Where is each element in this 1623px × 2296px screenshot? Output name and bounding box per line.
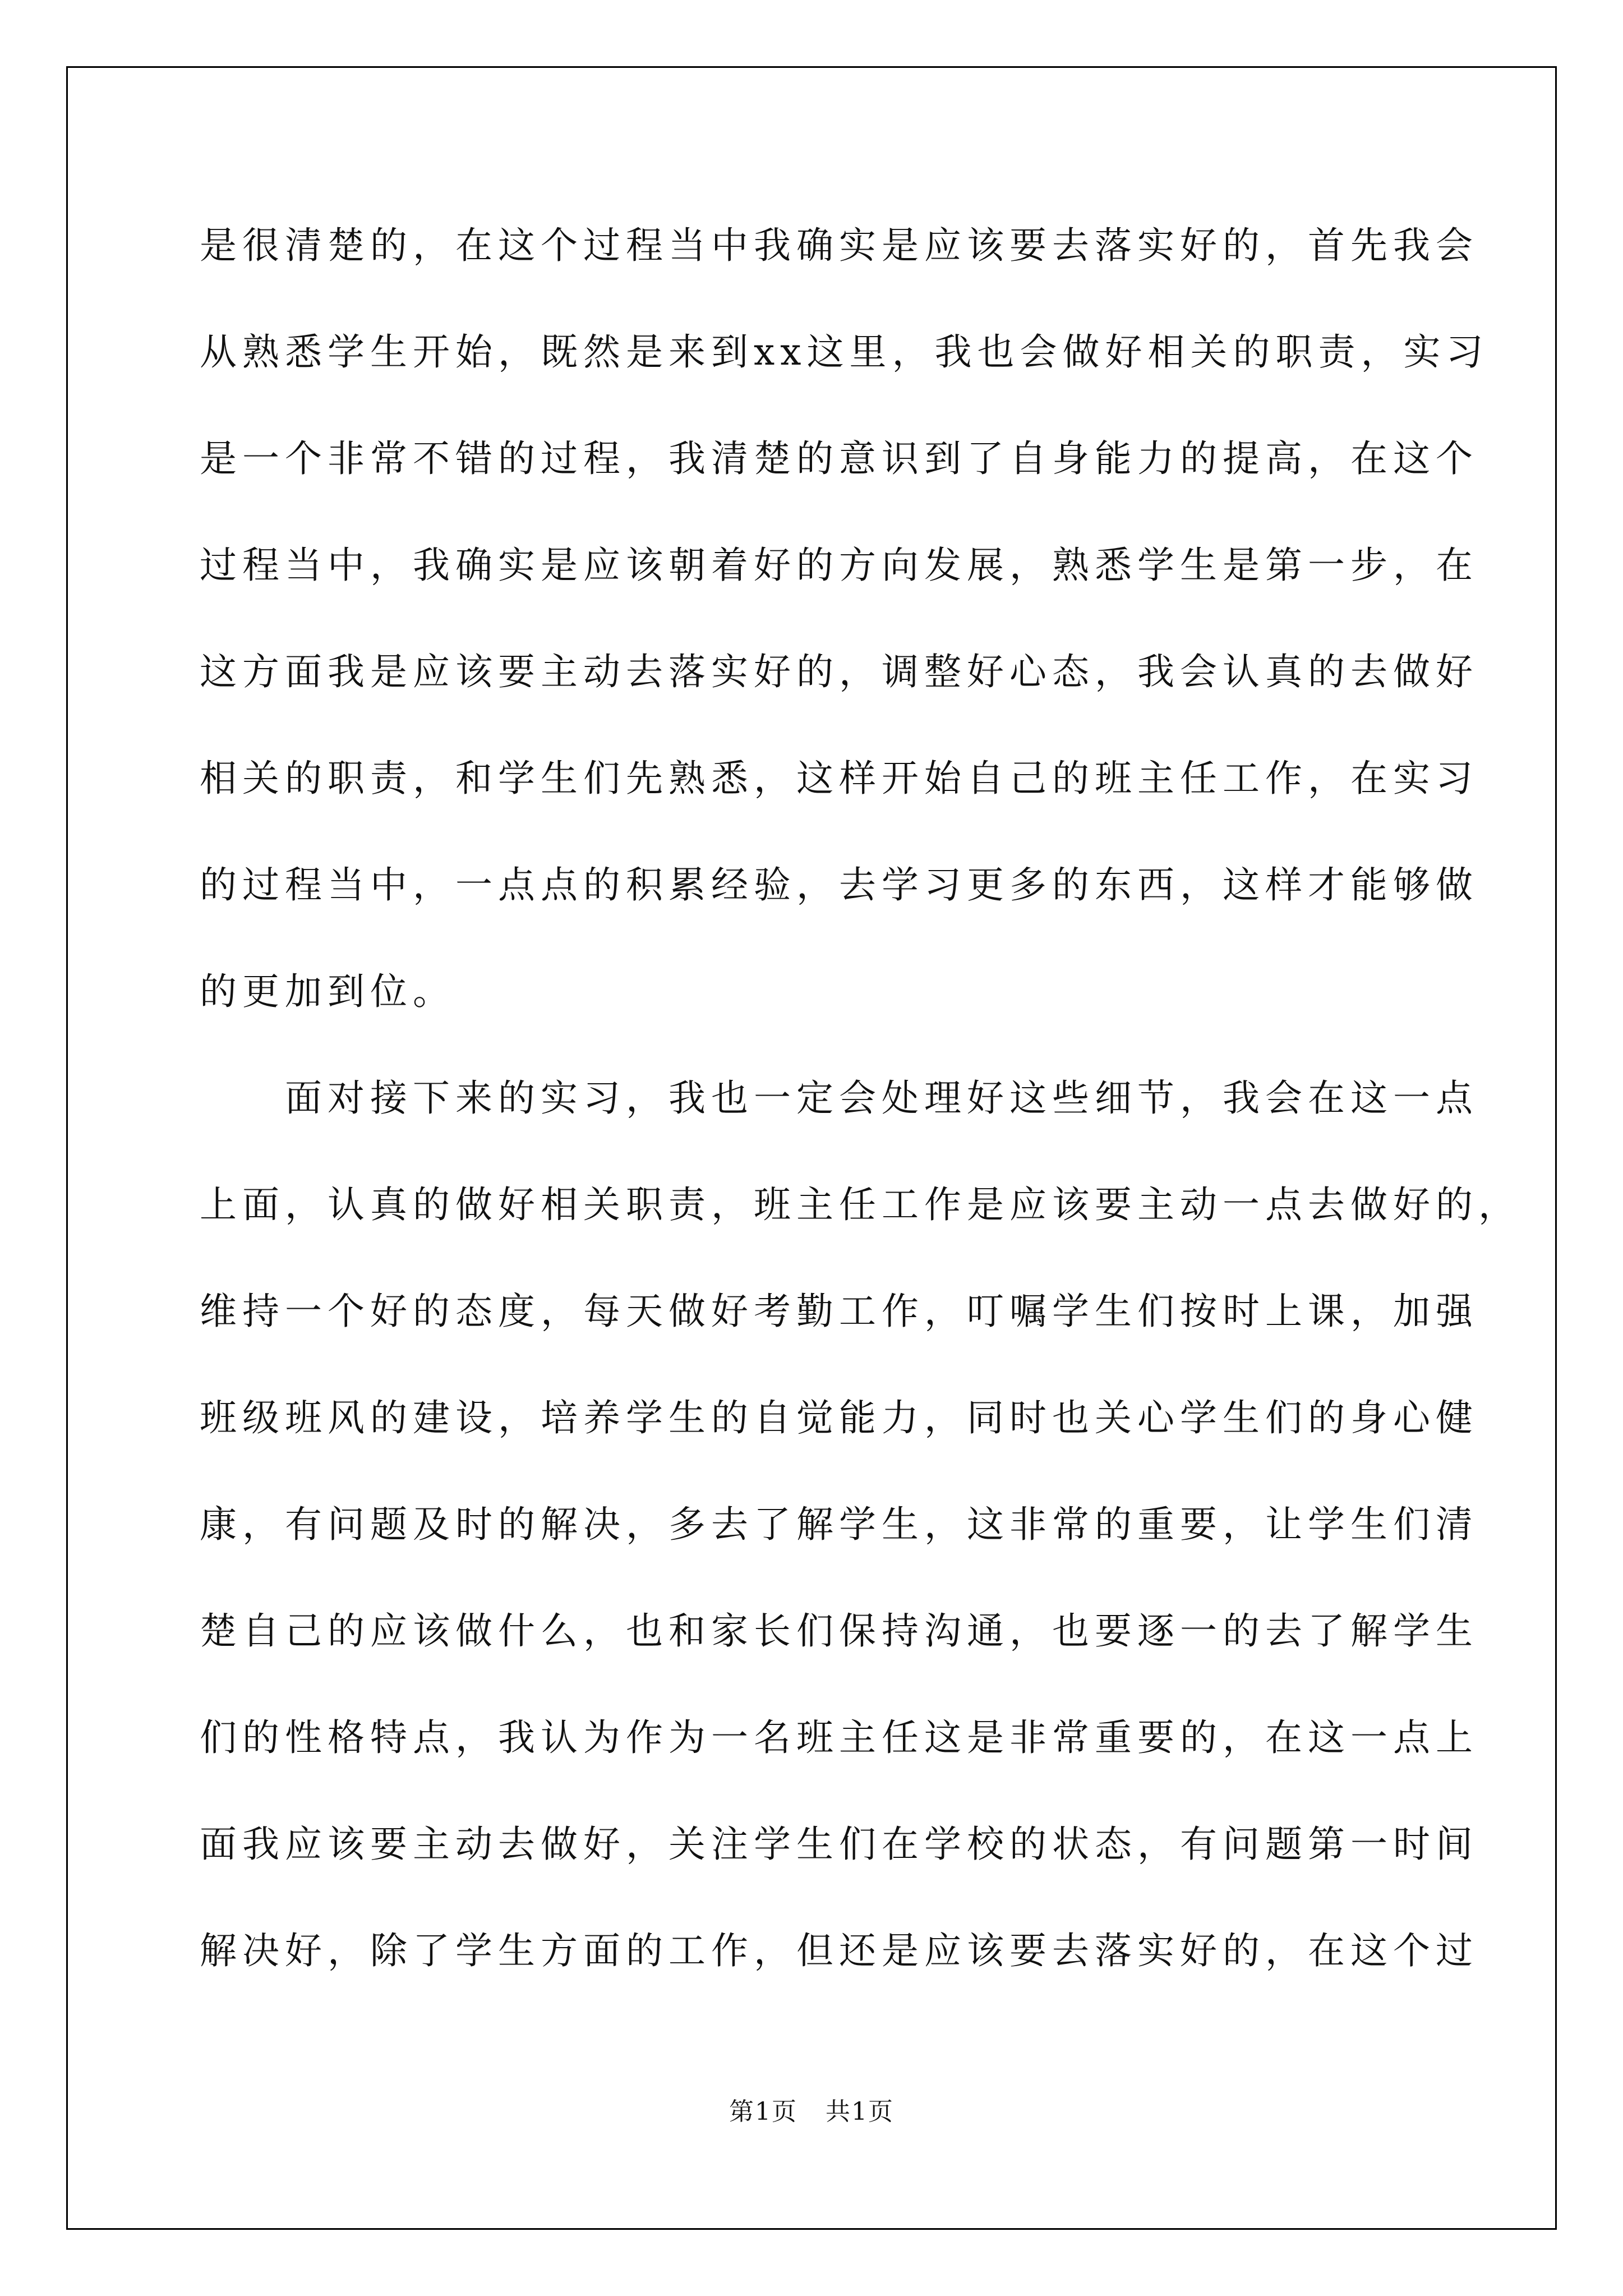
text-line: 楚自己的应该做什么，也和家长们保持沟通，也要逐一的去了解学生: [200, 1609, 1478, 1653]
text-line: 解决好，除了学生方面的工作，但还是应该要去落实好的，在这个过: [200, 1929, 1478, 1972]
text-line: 的更加到位。: [200, 970, 455, 1013]
text-line: 是很清楚的，在这个过程当中我确实是应该要去落实好的，首先我会: [200, 224, 1478, 267]
document-body: [200, 212, 1521, 2024]
text-line: 康，有问题及时的解决，多去了解学生，这非常的重要，让学生们清: [200, 1503, 1478, 1546]
text-line: 面我应该要主动去做好，关注学生们在学校的状态，有问题第一时间: [200, 1823, 1478, 1866]
page-number-total: 共1页: [826, 2097, 894, 2126]
text-line: 是一个非常不错的过程，我清楚的意识到了自身能力的提高，在这个: [200, 437, 1478, 480]
page-number-current: 第1页: [729, 2097, 797, 2126]
paragraph-start-line: 面对接下来的实习，我也一定会处理好这些细节，我会在这一点: [200, 1076, 1478, 1120]
text-line: 的过程当中，一点点的积累经验，去学习更多的东西，这样才能够做: [200, 863, 1478, 907]
text-line: 过程当中，我确实是应该朝着好的方向发展，熟悉学生是第一步，在: [200, 544, 1478, 587]
text-line: 上面，认真的做好相关职责，班主任工作是应该要主动一点去做好的，: [200, 1183, 1521, 1226]
text-line: 维持一个好的态度，每天做好考勤工作，叮嘱学生们按时上课，加强: [200, 1290, 1478, 1333]
text-line: 这方面我是应该要主动去落实好的，调整好心态，我会认真的去做好: [200, 650, 1478, 693]
text-line: 们的性格特点，我认为作为一名班主任这是非常重要的，在这一点上: [200, 1716, 1478, 1759]
text-line: 从熟悉学生开始，既然是来到xx这里，我也会做好相关的职责，实习: [200, 330, 1489, 374]
page-footer: [0, 2095, 1623, 2129]
text-line: 相关的职责，和学生们先熟悉，这样开始自己的班主任工作，在实习: [200, 757, 1478, 800]
text-line: 班级班风的建设，培养学生的自觉能力，同时也关心学生们的身心健: [200, 1396, 1478, 1439]
